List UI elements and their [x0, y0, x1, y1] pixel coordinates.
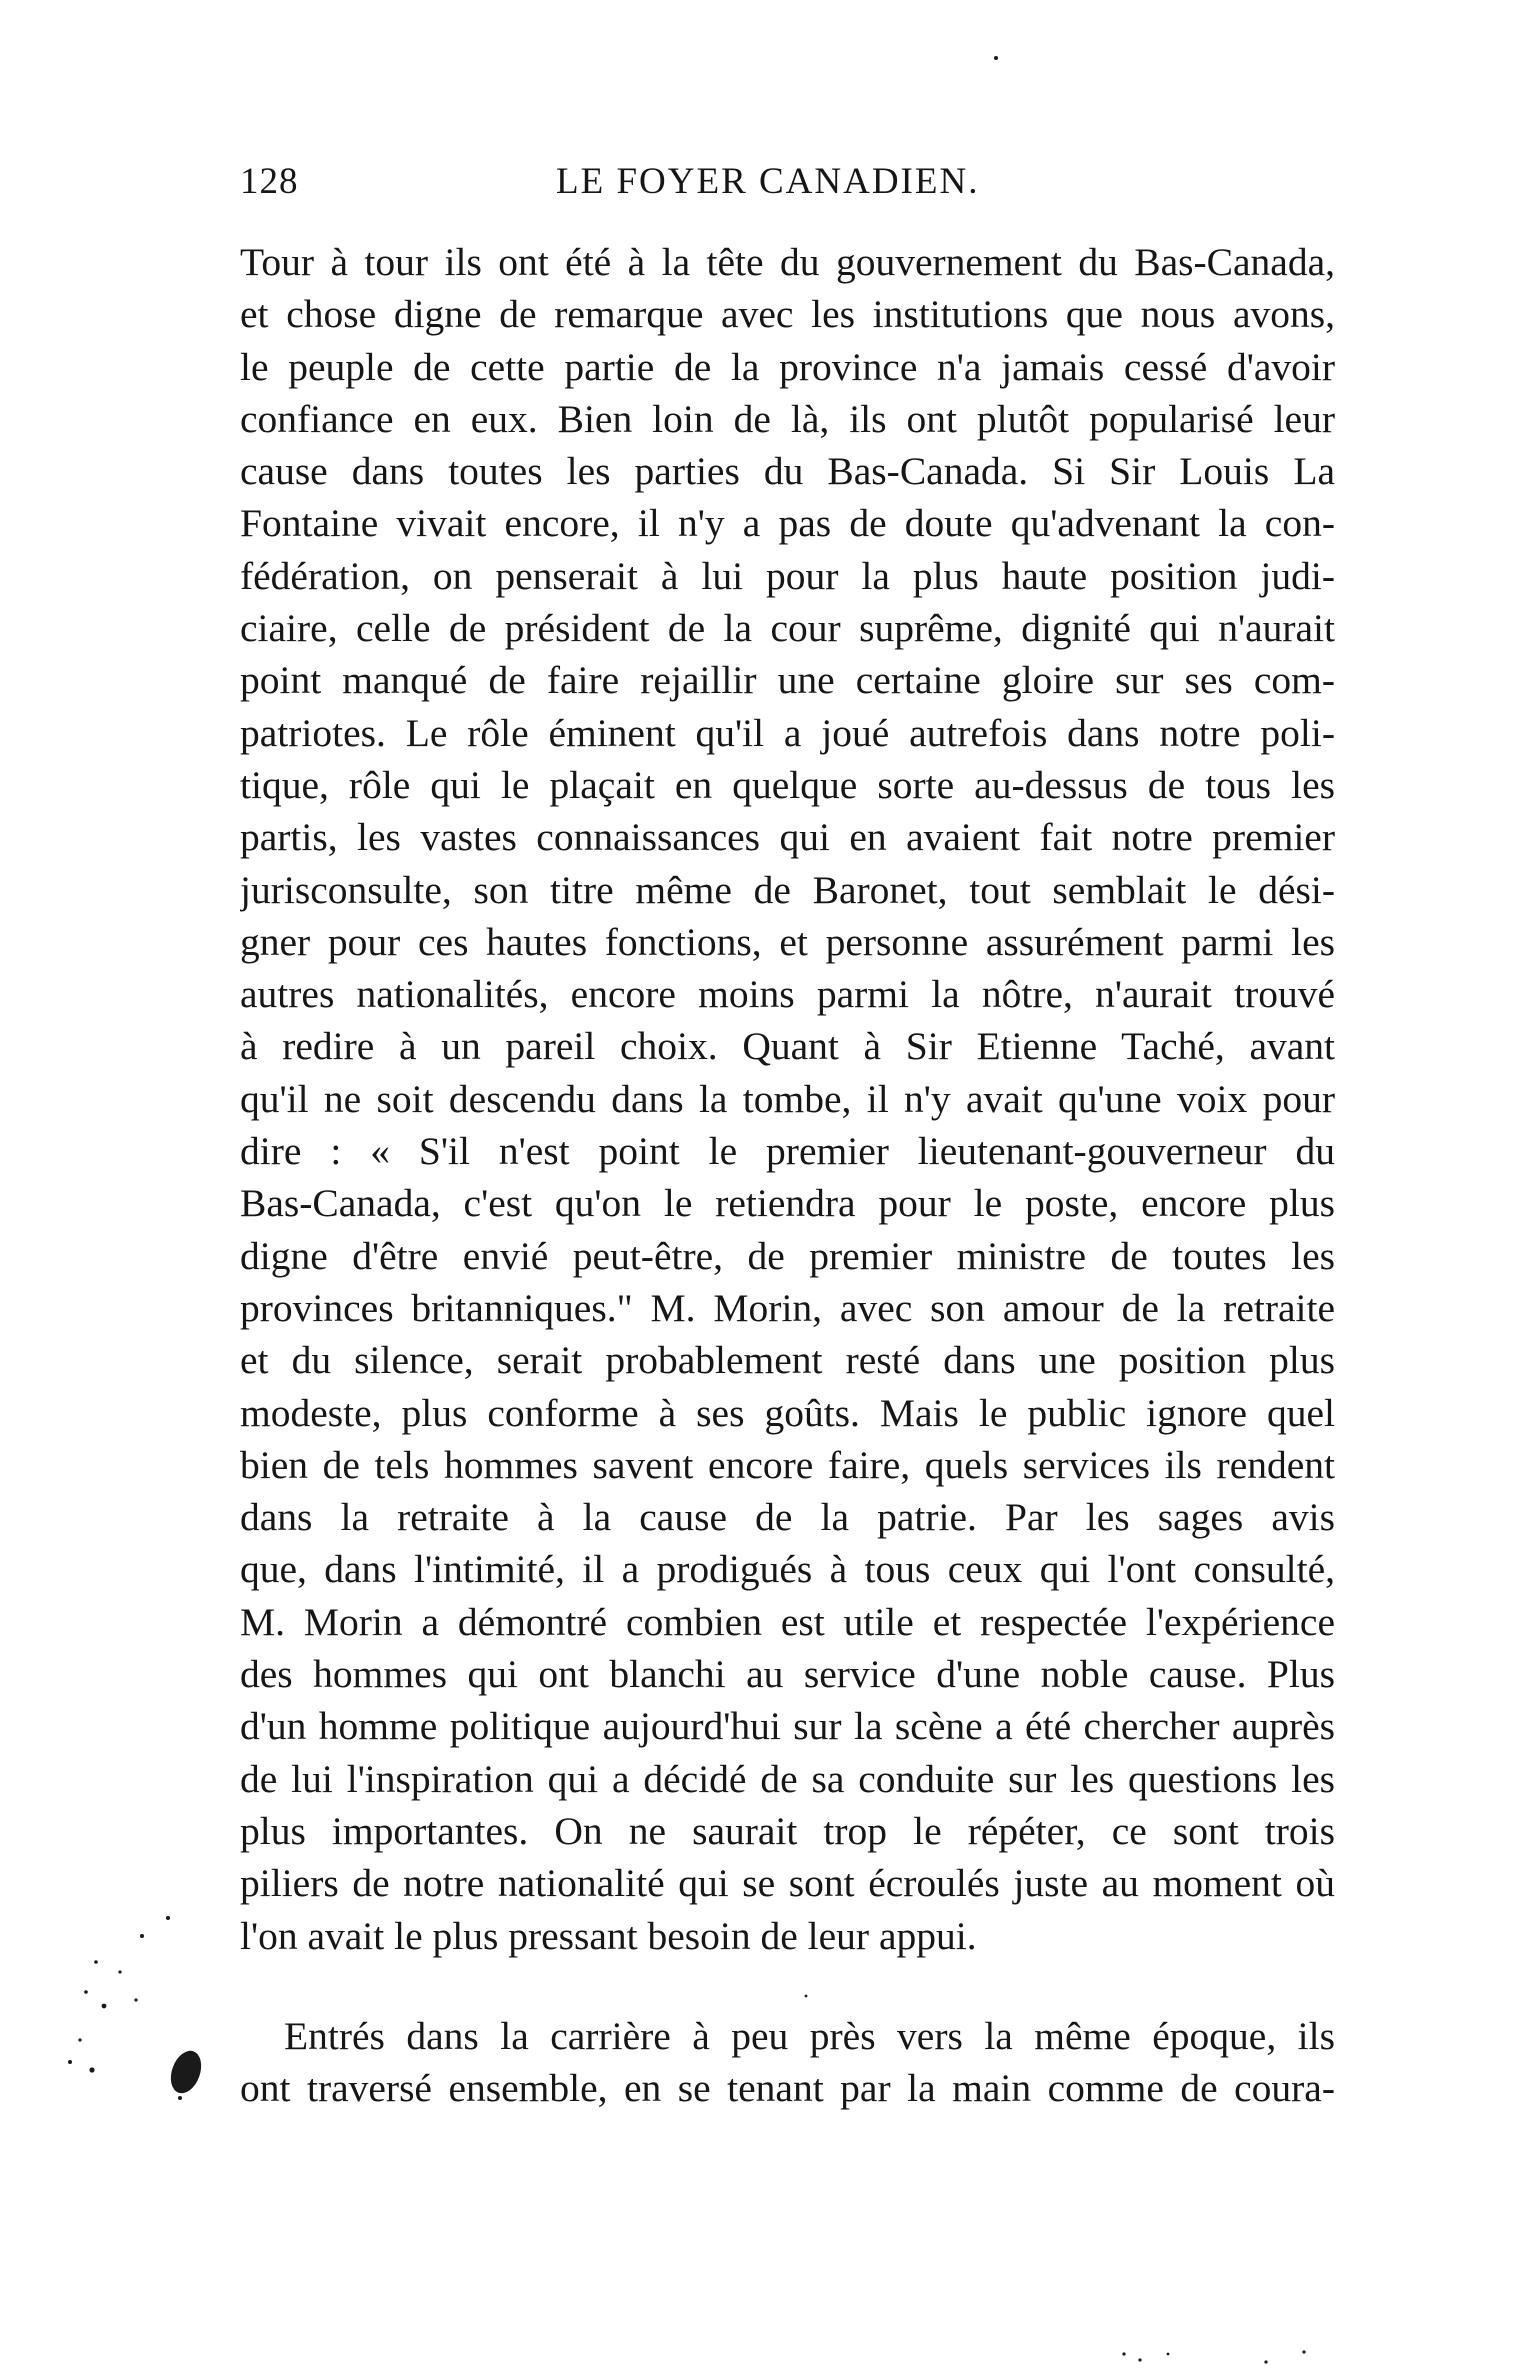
text-line: plus importantes. On ne saurait trop le répéter, ce sont trois — [240, 1808, 1335, 1853]
text-line: patriotes. Le rôle éminent qu'il a joué autrefois dans notre poli- — [240, 710, 1335, 755]
text-line: Tour à tour ils ont été à la tête du gouvernement du Bas-Canada, — [240, 240, 1335, 284]
text-line: Entrés dans la carrière à peu près vers la même époque, ils — [284, 2013, 1335, 2058]
journal-title: LE FOYER CANADIEN. — [556, 161, 980, 202]
text-line: des hommes qui ont blanchi au service d'une noble cause. Plus — [240, 1652, 1335, 1697]
paragraph-1 — [240, 236, 1335, 1962]
text-line: ont traversé ensemble, en se tenant par la main comme de coura- — [240, 2066, 1335, 2111]
text-line: Fontaine vivait encore, il n'y a pas de doute qu'advenant la con- — [240, 501, 1335, 546]
text-line: qu'il ne soit descendu dans la tombe, il n'y avait qu'une voix pour — [240, 1076, 1335, 1121]
body-text — [240, 236, 1335, 2114]
page-number: 128 — [240, 161, 299, 202]
text-line: digne d'être envié peut-être, de premier ministre de toutes les — [240, 1233, 1335, 1278]
text-line: confiance en eux. Bien loin de là, ils ont plutôt popularisé leur — [240, 396, 1335, 441]
text-line: tique, rôle qui le plaçait en quelque sorte au-dessus de tous les — [240, 762, 1335, 807]
text-line: de lui l'inspiration qui a décidé de sa conduite sur les questions les — [240, 1756, 1335, 1801]
paragraph-2 — [240, 2010, 1335, 2115]
text-line: M. Morin a démontré combien est utile et respectée l'expérience — [240, 1599, 1335, 1644]
text-line: cause dans toutes les parties du Bas-Canada. Si Sir Louis La — [240, 449, 1335, 494]
text-line: Bas-Canada, c'est qu'on le retiendra pour le poste, encore plus — [240, 1181, 1335, 1226]
text-line: provinces britanniques." M. Morin, avec son amour de la retraite — [240, 1285, 1335, 1330]
text-line: et du silence, serait probablement resté dans une position plus — [240, 1338, 1335, 1383]
text-line: dans la retraite à la cause de la patrie. Par les sages avis — [240, 1495, 1335, 1540]
text-line: piliers de notre nationalité qui se sont écroulés juste au moment où — [240, 1861, 1335, 1906]
text-line: bien de tels hommes savent encore faire, quels services ils rendent — [240, 1442, 1335, 1487]
paragraph-gap — [240, 1962, 1335, 2010]
running-head — [240, 160, 1337, 208]
text-line: partis, les vastes connaissances qui en avaient fait notre premier — [240, 815, 1335, 860]
text-line: gner pour ces hautes fonctions, et personne assurément parmi les — [240, 919, 1335, 964]
text-line: et chose digne de remarque avec les institutions que nous avons, — [240, 292, 1335, 337]
text-line: à redire à un pareil choix. Quant à Sir Etienne Taché, avant — [240, 1024, 1335, 1069]
text-line: modeste, plus conforme à ses goûts. Mais le public ignore quel — [240, 1390, 1335, 1435]
text-line: l'on avait le plus pressant besoin de leur appui. — [240, 1913, 977, 1958]
text-line: point manqué de faire rejaillir une certaine gloire sur ses com- — [240, 658, 1335, 703]
text-line: fédération, on penserait à lui pour la plus haute position judi- — [240, 553, 1335, 598]
text-line: que, dans l'intimité, il a prodigués à tous ceux qui l'ont consulté, — [240, 1547, 1335, 1592]
text-line: d'un homme politique aujourd'hui sur la scène a été chercher auprès — [240, 1704, 1335, 1749]
text-line: autres nationalités, encore moins parmi la nôtre, n'aurait trouvé — [240, 972, 1335, 1017]
text-line: dire : « S'il n'est point le premier lieutenant-gouverneur du — [240, 1129, 1335, 1174]
text-line: jurisconsulte, son titre même de Baronet, tout semblait le dési- — [240, 867, 1335, 912]
text-line: ciaire, celle de président de la cour suprême, dignité qui n'aurait — [240, 606, 1335, 651]
text-line: le peuple de cette partie de la province n'a jamais cessé d'avoir — [240, 344, 1335, 389]
